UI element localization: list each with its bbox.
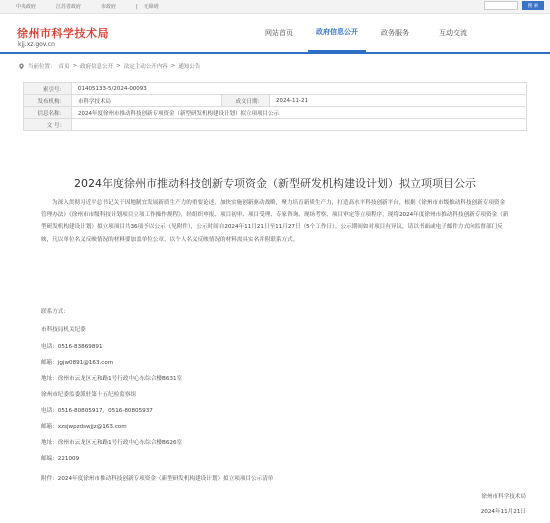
breadcrumb-separator: > bbox=[116, 63, 121, 69]
document-info-table bbox=[23, 82, 527, 131]
name-label: 信息名称： bbox=[24, 107, 72, 119]
search-button[interactable]: 搜 索 bbox=[522, 1, 544, 10]
nav-home[interactable]: 网站首页 bbox=[265, 29, 293, 37]
index-value: 01405133-5/2024-00093 bbox=[72, 83, 527, 95]
breadcrumb-notices[interactable]: 通知公告 bbox=[178, 64, 201, 70]
contact1-phone: 电话：0516-83869891 bbox=[41, 344, 103, 350]
table-row bbox=[24, 119, 527, 131]
index-label: 索引号： bbox=[24, 83, 72, 95]
docno-label: 文 号： bbox=[24, 119, 72, 131]
breadcrumb-gov-info[interactable]: 政府信息公开 bbox=[80, 64, 114, 70]
link-city-gov[interactable]: 市政府 bbox=[101, 4, 117, 10]
signature-date: 2024年11月21日 bbox=[480, 509, 526, 515]
divider: | bbox=[136, 3, 138, 10]
name-value: 2024年度徐州市推动科技创新专项资金（新型研发机构建设计划）拟立项项目公示 bbox=[72, 107, 527, 119]
top-utility-bar bbox=[0, 0, 550, 14]
link-province-gov[interactable]: 江苏省政府 bbox=[56, 4, 82, 10]
nav-gov-info[interactable]: 政府信息公开 bbox=[308, 14, 366, 52]
table-row bbox=[24, 95, 527, 107]
document-title: 2024年度徐州市推动科技创新专项资金（新型研发机构建设计划）拟立项项目公示 bbox=[74, 177, 476, 190]
nav-services[interactable]: 政务服务 bbox=[381, 29, 409, 37]
contact-heading: 联系方式： bbox=[41, 309, 69, 315]
search-input[interactable] bbox=[484, 1, 518, 10]
contact2-zip: 邮编：221009 bbox=[41, 456, 80, 462]
breadcrumb-separator: > bbox=[72, 63, 78, 69]
date-label: 成文日期： bbox=[222, 95, 270, 107]
site-title[interactable]: 徐州市科学技术局 bbox=[17, 27, 109, 40]
main-nav bbox=[250, 14, 482, 52]
link-accessibility[interactable]: 无障碍 bbox=[143, 4, 159, 10]
attachment-link[interactable]: 附件：2024年度徐州市推动科技创新专项资金（新型研发机构建设计划）拟立项项目公示清单 bbox=[41, 476, 274, 482]
contact2-address: 地址：徐州市云龙区元和路1号行政中心东综合楼B626室 bbox=[41, 440, 183, 446]
body-paragraph: 为深入贯彻习近平总书记关于因地制宜发展新质生产力的重要论述，加快实施创新驱动战略，聚力培育新质生产力，打造高水平科技创新平台，根据《徐州市市级推动科技创新专项资金管理办法》《徐州市市级科技计划项目立项工作操作规程》，经组织申报、项目初审、项目受理、专家咨询、现场考察、项目审定等立项程序，现将2024年度徐州市推动科技创新专项资金（新型研发机构建设计划）拟立项项目共36项予以公示（见附件），公示时间自2024年11月21日至11月27日（5个工作日）。公示期间如对项目有异议，请以书面或电子邮件方式向监督部门反映，凡以单位名义反映情况的材料要加盖单位公章，以个人名义反映情况的材料需具实名并附联系方式。 bbox=[41, 200, 509, 243]
contact2-phone: 电话：0516-80805917，0516-80805937 bbox=[41, 408, 153, 414]
location-icon bbox=[18, 63, 25, 70]
breadcrumb bbox=[18, 60, 200, 72]
search-area bbox=[484, 1, 544, 10]
breadcrumb-prefix: 当前位置： bbox=[28, 64, 56, 70]
docno-value bbox=[72, 119, 527, 131]
site-header bbox=[0, 14, 550, 54]
date-value: 2024-11-21 bbox=[270, 95, 527, 107]
site-domain: kjj.xz.gov.cn bbox=[18, 41, 55, 48]
nav-interaction[interactable]: 互动交流 bbox=[439, 29, 467, 37]
contact2-email[interactable]: 邮箱：xzsjwpzdswjjz@163.com bbox=[41, 424, 127, 430]
breadcrumb-home[interactable]: 首页 bbox=[58, 64, 70, 70]
table-row bbox=[24, 107, 527, 119]
document-body bbox=[41, 197, 509, 246]
contact1-org: 市科技局机关纪委 bbox=[41, 327, 86, 333]
link-central-gov[interactable]: 中央政府 bbox=[16, 4, 37, 10]
breadcrumb-separator: > bbox=[170, 63, 176, 69]
breadcrumb-statutory[interactable]: 法定主动公开内容 bbox=[123, 64, 168, 70]
publisher-label: 发布机构： bbox=[24, 95, 72, 107]
signature-org: 徐州市科学技术局 bbox=[481, 494, 526, 500]
contact1-address: 地址：徐州市云龙区元和路1号行政中心东综合楼B631室 bbox=[41, 376, 183, 382]
table-row bbox=[24, 83, 527, 95]
contact1-email[interactable]: 邮箱：jgjw0891@163.com bbox=[41, 360, 114, 366]
publisher-value: 市科学技术局 bbox=[72, 95, 222, 107]
contact2-org: 徐州市纪委监委派驻第十五纪检监察组 bbox=[41, 392, 137, 398]
